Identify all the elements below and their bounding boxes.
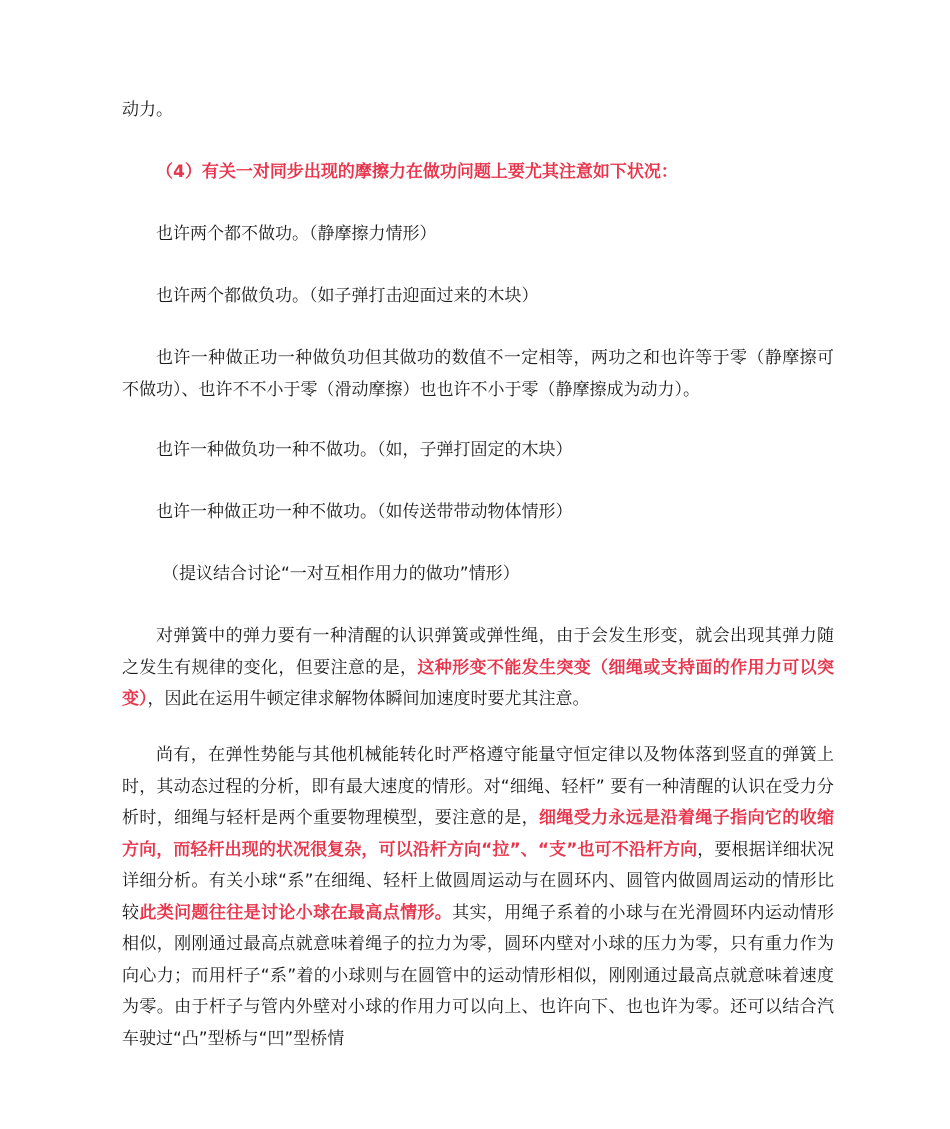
body-text: 尚有，在弹性势能与其他机械能转化时严格遵守能量守恒定律以及物体落到竖直的弹簧上时，其动态过程的分析，即有最大速度的情形。对“细绳、轻杆” 要有一种清醒的认识在受力分析时，细绳与轻杆是两个重要物理模型，要注意的是，	[122, 745, 834, 828]
emphasis-text: 细绳受力永远是沿着绳子指向它的收缩方向，而轻杆出现的状况很复杂，可以沿杆方向“拉”、“支”也可不沿杆方向	[122, 808, 834, 860]
case-negative-none	[122, 435, 834, 467]
case-both-no-work	[122, 219, 834, 251]
heading-friction-work	[122, 157, 834, 189]
case-both-negative	[122, 281, 834, 313]
body-text: 也许一种做负功一种不做功。（如，子弹打固定的木块）	[156, 440, 573, 460]
body-text: 也许两个都做负功。（如子弹打击迎面过来的木块）	[156, 286, 539, 306]
body-text: 也许两个都不做功。（静摩擦力情形）	[156, 224, 437, 244]
paragraph-continuation	[122, 95, 834, 127]
emphasis-text: 这种形变不能发生突变（细绳或支持面的作用力可以突变）	[122, 657, 834, 709]
emphasis-text: 此类问题往往是讨论小球在最高点情形。	[139, 902, 453, 923]
body-text: 对弹簧中的弹力要有一种清醒的认识弹簧或弹性绳，由于会发生形变，就会出现其弹力随之发生有规律的变化，但要注意的是，	[122, 626, 834, 678]
case-positive-negative	[122, 343, 834, 406]
emphasis-text: （4）有关一对同步出现的摩擦力在做功问题上要尤其注意如下状况：	[156, 162, 678, 182]
body-text: 动力。	[122, 100, 173, 120]
body-text: 其实，用绳子系着的小球与在光滑圆环内运动情形相似，刚刚通过最高点就意味着绳子的拉力为零，圆环内壁对小球的压力为零，只有重力作为向心力；而用杆子“系”着的小球则与在圆管中的运动情形相似，刚刚通过最高点就意味着速度为零。由于杆子与管内外壁对小球的作用力可以向上、也许向下、也也许为零。还可以结合汽车驶过“凸”型桥与“凹”型桥情	[122, 902, 834, 1049]
suggestion-note	[162, 559, 834, 591]
body-text: ，因此在运用牛顿定律求解物体瞬间加速度时要尤其注意。	[147, 689, 590, 709]
paragraph-spring-force	[122, 621, 834, 716]
body-text: 也许一种做正功一种不做功。（如传送带带动物体情形）	[156, 502, 573, 522]
body-text: ，要根据详细状况详细分析。有关小球“系”在细绳、轻杆上做圆周运动与在圆环内、圆管内做圆周运动的情形比较	[122, 839, 834, 923]
case-positive-none	[122, 497, 834, 529]
body-text: （提议结合讨论“一对互相作用力的做功”情形）	[162, 564, 520, 584]
body-text: 也许一种做正功一种做负功但其做功的数值不一定相等，两功之和也许等于零（静摩擦可不做功）、也许不不小于零（滑动摩擦）也也许不小于零（静摩擦成为动力）。	[122, 348, 834, 400]
paragraph-rope-rod	[122, 740, 834, 1055]
